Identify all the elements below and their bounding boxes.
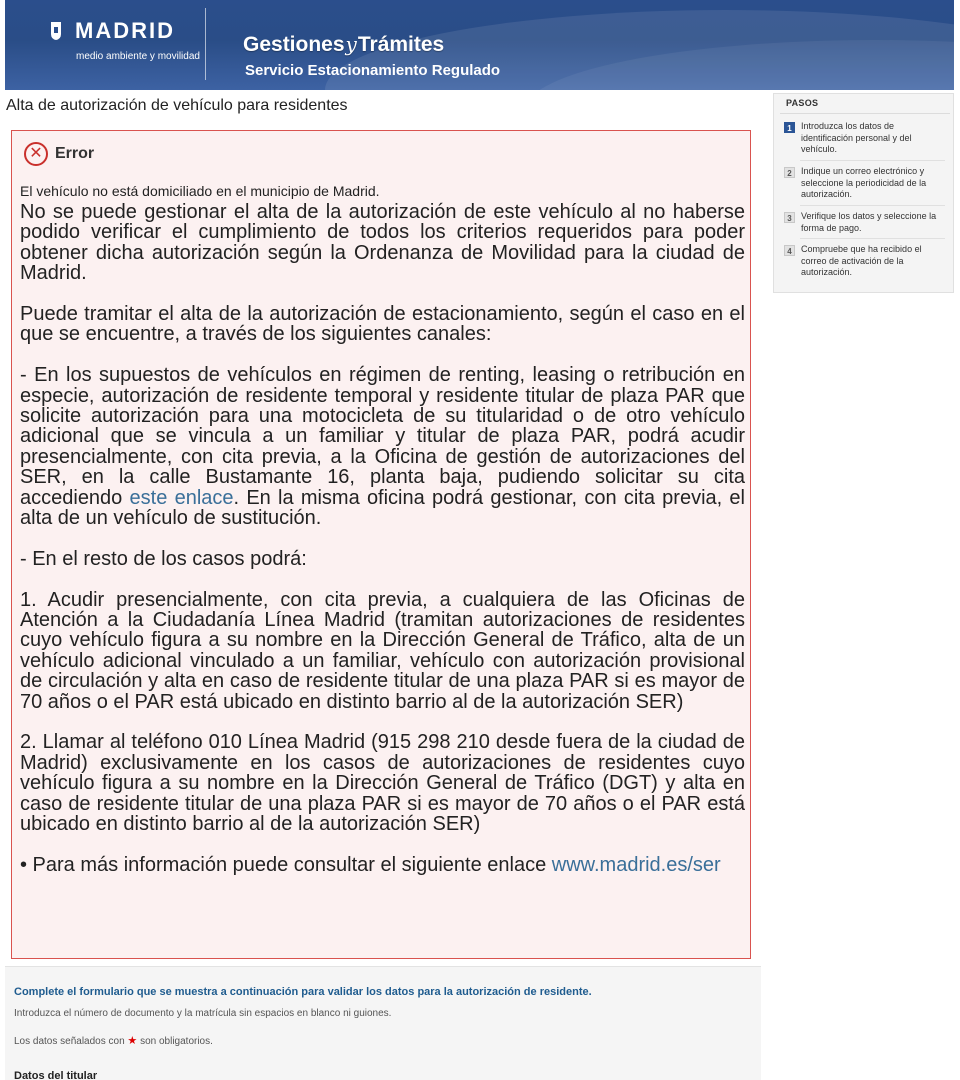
form-intro: Complete el formulario que se muestra a continuación para validar los datos para la autorización de residente. [14, 986, 592, 998]
step-number: 3 [784, 212, 795, 223]
step-divider [800, 205, 945, 206]
error-x-icon: ✕ [24, 142, 48, 166]
steps-title: PASOS [786, 98, 819, 108]
error-text: - En los supuestos de vehículos en régimen de renting, leasing o retribución en especie, autorización de residente temporal y residente titular de plaza PAR que solicite autorización para una motocicleta de su titularidad o de otro vehículo adicional que se vincula a un familiar y titular de plaza PAR, podrá acudir presencialmente, con cita previa, a la Oficina de gestión de autorizaciones del SER, en la calle Bustamante 16, planta baja, pudiendo solicitar su cita accediendo [20, 364, 745, 509]
error-paragraph: Puede tramitar el alta de la autorización de estacionamiento, según el caso en el que se encuentre, a través de los siguientes canales: [20, 303, 745, 346]
error-label: Error [55, 145, 95, 162]
page-title: Alta de autorización de vehículo para residentes [6, 97, 348, 114]
app-title [243, 32, 444, 57]
error-paragraph: - En el resto de los casos podrá: [20, 547, 307, 570]
logo-name: MADRID [75, 18, 175, 43]
header-divider [205, 8, 206, 80]
step-text: Indique un correo electrónico y seleccione la periodicidad de la autorización. [801, 166, 927, 199]
error-paragraph: No se puede gestionar el alta de la autorización de este vehículo al no haberse podido verificar el cumplimiento de todos los criterios requeridos para poder obtener dicha autorización según la Ordenanza de Movilidad para la ciudad de Madrid. [20, 201, 745, 285]
logo-subtitle: medio ambiente y movilidad [76, 51, 200, 62]
error-text: . En la misma oficina podrá gestionar, con cita previa, el alta de un vehículo de sustitución. [20, 486, 745, 530]
error-panel [11, 130, 751, 959]
app-subtitle: Servicio Estacionamiento Regulado [245, 62, 501, 79]
step-text: Verifique los datos y seleccione la forma de pago. [801, 211, 937, 233]
step-divider [800, 238, 945, 239]
error-body [20, 202, 745, 896]
form-section [5, 966, 761, 1080]
step-number: 1 [784, 122, 795, 133]
required-star-icon: ★ [127, 1035, 138, 1047]
step-number: 4 [784, 245, 795, 256]
error-paragraph: 1. Acudir presencialmente, con cita previa, a cualquiera de las Oficinas de Atención a la Ciudadanía Línea Madrid (tramitan autorizaciones de residentes cuyo vehículo figura a su nombre en la Dirección General de Tráfico, alta de un vehículo adicional vinculado a un familiar, vehículo con autorización provisional de circulación y alta en caso de residente titular de una plaza PAR si es mayor de 70 años o el PAR está ubicado en distinto barrio al de la autorización SER) [20, 588, 745, 713]
error-paragraph [20, 855, 745, 875]
required-text: son obligatorios. [140, 1036, 213, 1047]
madrid-ser-link[interactable]: www.madrid.es/ser [551, 853, 721, 876]
required-fields-note [14, 1034, 213, 1047]
section-titular-heading: Datos del titular [14, 1070, 98, 1080]
step-text: Introduzca los datos de identificación personal y del vehículo. [801, 121, 912, 154]
appointment-link[interactable]: este enlace [129, 486, 234, 509]
steps-divider [780, 113, 950, 114]
form-note: Introduzca el número de documento y la matrícula sin espacios en blanco ni guiones. [14, 1008, 392, 1019]
step-divider [800, 160, 945, 161]
madrid-bear-icon [49, 22, 63, 40]
steps-panel [773, 93, 954, 293]
error-paragraph [20, 365, 745, 528]
header-banner [5, 0, 954, 90]
error-short-message: El vehículo no está domiciliado en el municipio de Madrid. [20, 183, 380, 199]
error-text: • Para más información puede consultar el siguiente enlace [20, 853, 547, 876]
error-paragraph: 2. Llamar al teléfono 010 Línea Madrid (915 298 210 desde fuera de la ciudad de Madrid) exclusivamente en los casos de autorizaciones de residentes cuyo vehículo figura a su nombre en la Dirección General de Tráfico (DGT) y alta en caso de residente titular de una plaza PAR si es mayor de 70 años o el PAR está ubicado en distinto barrio al de la autorización SER) [20, 731, 745, 836]
required-text: Los datos señalados con [14, 1036, 125, 1047]
step-text: Compruebe que ha recibido el correo de activación de la autorización. [801, 244, 922, 277]
step-number: 2 [784, 167, 795, 178]
app-title-part2: Trámites [357, 33, 445, 56]
app-title-part1: Gestiones [243, 33, 345, 56]
app-title-connector: y [345, 32, 357, 56]
